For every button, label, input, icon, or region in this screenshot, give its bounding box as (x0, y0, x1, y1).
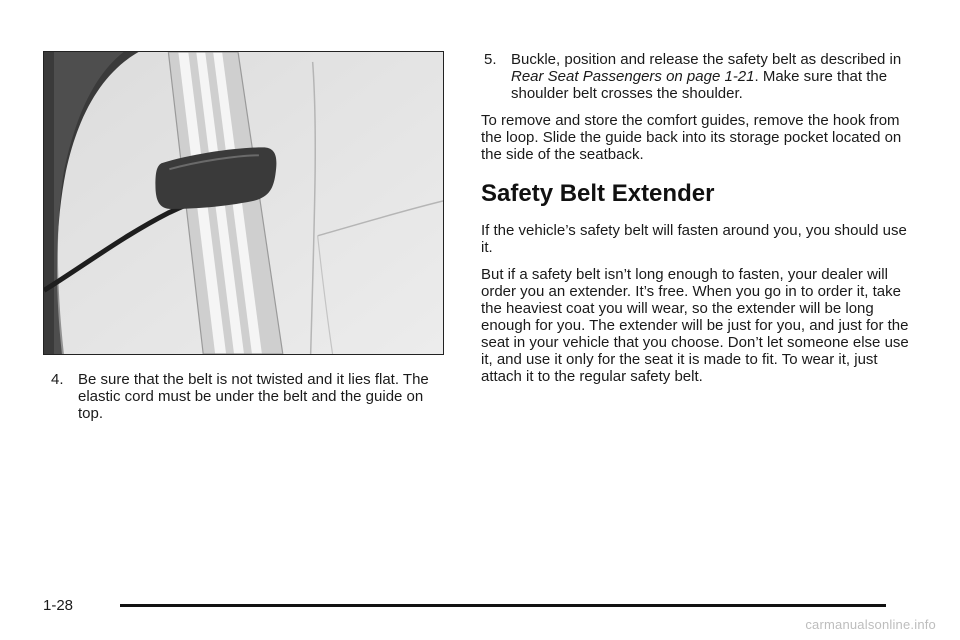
rear-seat-passengers-link[interactable]: Rear Seat Passengers on page 1-21 (511, 68, 755, 85)
step-4-text: Be sure that the belt is not twisted and it lies flat. The elastic cord must be under the belt and the guide on top. (78, 371, 429, 422)
step-5-text-before: Buckle, position and release the safety belt as described in (511, 51, 902, 68)
step-5-text-after: . Make sure that the shoulder belt crosses the shoulder. (511, 68, 888, 102)
removal-paragraph: To remove and store the comfort guides, remove the hook from the loop. Slide the guide back into its storage pocket located on the side of the seatback. (481, 112, 902, 163)
left-column (48, 371, 448, 422)
step-4 (48, 371, 448, 422)
step-4-number: 4. (51, 371, 64, 388)
belt-comfort-guide-illustration (43, 51, 444, 355)
right-column (481, 51, 921, 385)
step-5-number: 5. (484, 51, 497, 68)
step-5 (481, 51, 921, 102)
watermark: carmanualsonline.info (805, 617, 936, 632)
extender-paragraph-1: If the vehicle’s safety belt will fasten around you, you should use it. (481, 222, 907, 256)
section-heading: Safety Belt Extender (481, 180, 715, 207)
seat-belt-drawing (44, 52, 443, 354)
extender-paragraph-2: But if a safety belt isn’t long enough to fasten, your dealer will order you an extender. It’s free. When you go in to order it, take the heaviest coat you will wear, so the extender will be long enough for you. The extender will be just for you, and just for the seat in your vehicle that you choose. Don’t let someone else use it, and use it only for the seat it is made to fit. To wear it, just attach it to the regular safety belt. (481, 266, 909, 385)
footer-rule (120, 604, 886, 607)
page-number: 1-28 (43, 597, 74, 614)
